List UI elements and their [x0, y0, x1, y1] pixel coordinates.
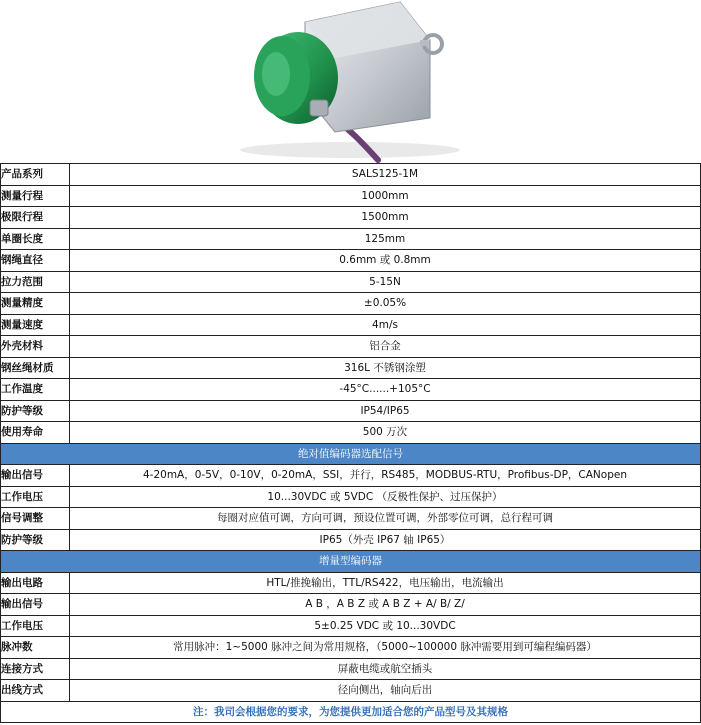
spec-value: -45°C......+105°C [70, 379, 701, 401]
spec-row [1, 637, 701, 659]
spec-label: 防护等级 [1, 400, 70, 422]
spec-row [1, 271, 701, 293]
spec-value: 铝合金 [70, 336, 701, 358]
spec-label: 产品系列 [1, 164, 70, 186]
spec-label: 使用寿命 [1, 422, 70, 444]
spec-value: IP54/IP65 [70, 400, 701, 422]
spec-row [1, 615, 701, 637]
spec-row [1, 465, 701, 487]
draw-wire-sensor-photo [0, 0, 701, 163]
spec-label: 出线方式 [1, 680, 70, 702]
spec-label: 测量速度 [1, 314, 70, 336]
spec-row [1, 228, 701, 250]
section-title: 绝对值编码器选配信号 [1, 443, 701, 465]
spec-label: 拉力范围 [1, 271, 70, 293]
spec-value: 316L 不锈钢涂塑 [70, 357, 701, 379]
spec-row [1, 314, 701, 336]
spec-row [1, 207, 701, 229]
spec-row [1, 293, 701, 315]
spec-value: SALS125-1M [70, 164, 701, 186]
spec-row [1, 250, 701, 272]
section-title: 增量型编码器 [1, 551, 701, 573]
spec-value: 屏蔽电缆或航空插头 [70, 658, 701, 680]
spec-value: 125mm [70, 228, 701, 250]
spec-label: 测量行程 [1, 185, 70, 207]
spec-row [1, 379, 701, 401]
spec-value: A B ，A B Z 或 A B Z + A/ B/ Z/ [70, 594, 701, 616]
spec-label: 单圈长度 [1, 228, 70, 250]
spec-value: IP65（外壳 IP67 轴 IP65） [70, 529, 701, 551]
spec-label: 钢绳直径 [1, 250, 70, 272]
spec-value: ±0.05% [70, 293, 701, 315]
spec-row [1, 400, 701, 422]
spec-value: 10...30VDC 或 5VDC （反极性保护、过压保护） [70, 486, 701, 508]
spec-value: 1500mm [70, 207, 701, 229]
spec-table [0, 163, 701, 723]
spec-label: 工作电压 [1, 615, 70, 637]
spec-row [1, 422, 701, 444]
spec-label: 钢丝绳材质 [1, 357, 70, 379]
spec-row [1, 185, 701, 207]
spec-row [1, 529, 701, 551]
spec-label: 连接方式 [1, 658, 70, 680]
spec-label: 极限行程 [1, 207, 70, 229]
spec-value: 常用脉冲：1~5000 脉冲之间为常用规格，（5000~100000 脉冲需要用到可编程编码器） [70, 637, 701, 659]
spec-value: 每圈对应值可调，方向可调，预设位置可调，外部零位可调，总行程可调 [70, 508, 701, 530]
spec-label: 信号调整 [1, 508, 70, 530]
spec-value: 径向侧出，轴向后出 [70, 680, 701, 702]
spec-value: 1000mm [70, 185, 701, 207]
spec-row [1, 680, 701, 702]
section-header-incremental [1, 551, 701, 573]
product-photo [0, 0, 701, 163]
spec-value: 5±0.25 VDC 或 10...30VDC [70, 615, 701, 637]
spec-row [1, 572, 701, 594]
spec-row [1, 594, 701, 616]
spec-value: HTL/推挽输出，TTL/RS422，电压输出，电流输出 [70, 572, 701, 594]
spec-value: 4m/s [70, 314, 701, 336]
spec-label: 输出信号 [1, 465, 70, 487]
spec-label: 外壳材料 [1, 336, 70, 358]
spec-row [1, 508, 701, 530]
spec-label: 工作电压 [1, 486, 70, 508]
spec-row [1, 486, 701, 508]
spec-value: 0.6mm 或 0.8mm [70, 250, 701, 272]
spec-row [1, 658, 701, 680]
spec-label: 脉冲数 [1, 637, 70, 659]
spec-label: 工作温度 [1, 379, 70, 401]
spec-label: 测量精度 [1, 293, 70, 315]
spec-label: 输出信号 [1, 594, 70, 616]
spec-value: 500 万次 [70, 422, 701, 444]
footnote: 注：我司会根据您的要求，为您提供更加适合您的产品型号及其规格 [1, 701, 701, 723]
spec-label: 输出电路 [1, 572, 70, 594]
note-row [1, 701, 701, 723]
spec-row [1, 336, 701, 358]
spec-value: 4-20mA，0-5V，0-10V，0-20mA，SSI，并行，RS485，MODBUS-RTU，Profibus-DP，CANopen [70, 465, 701, 487]
section-header-absolute [1, 443, 701, 465]
spec-row [1, 164, 701, 186]
spec-label: 防护等级 [1, 529, 70, 551]
spec-row [1, 357, 701, 379]
spec-value: 5-15N [70, 271, 701, 293]
